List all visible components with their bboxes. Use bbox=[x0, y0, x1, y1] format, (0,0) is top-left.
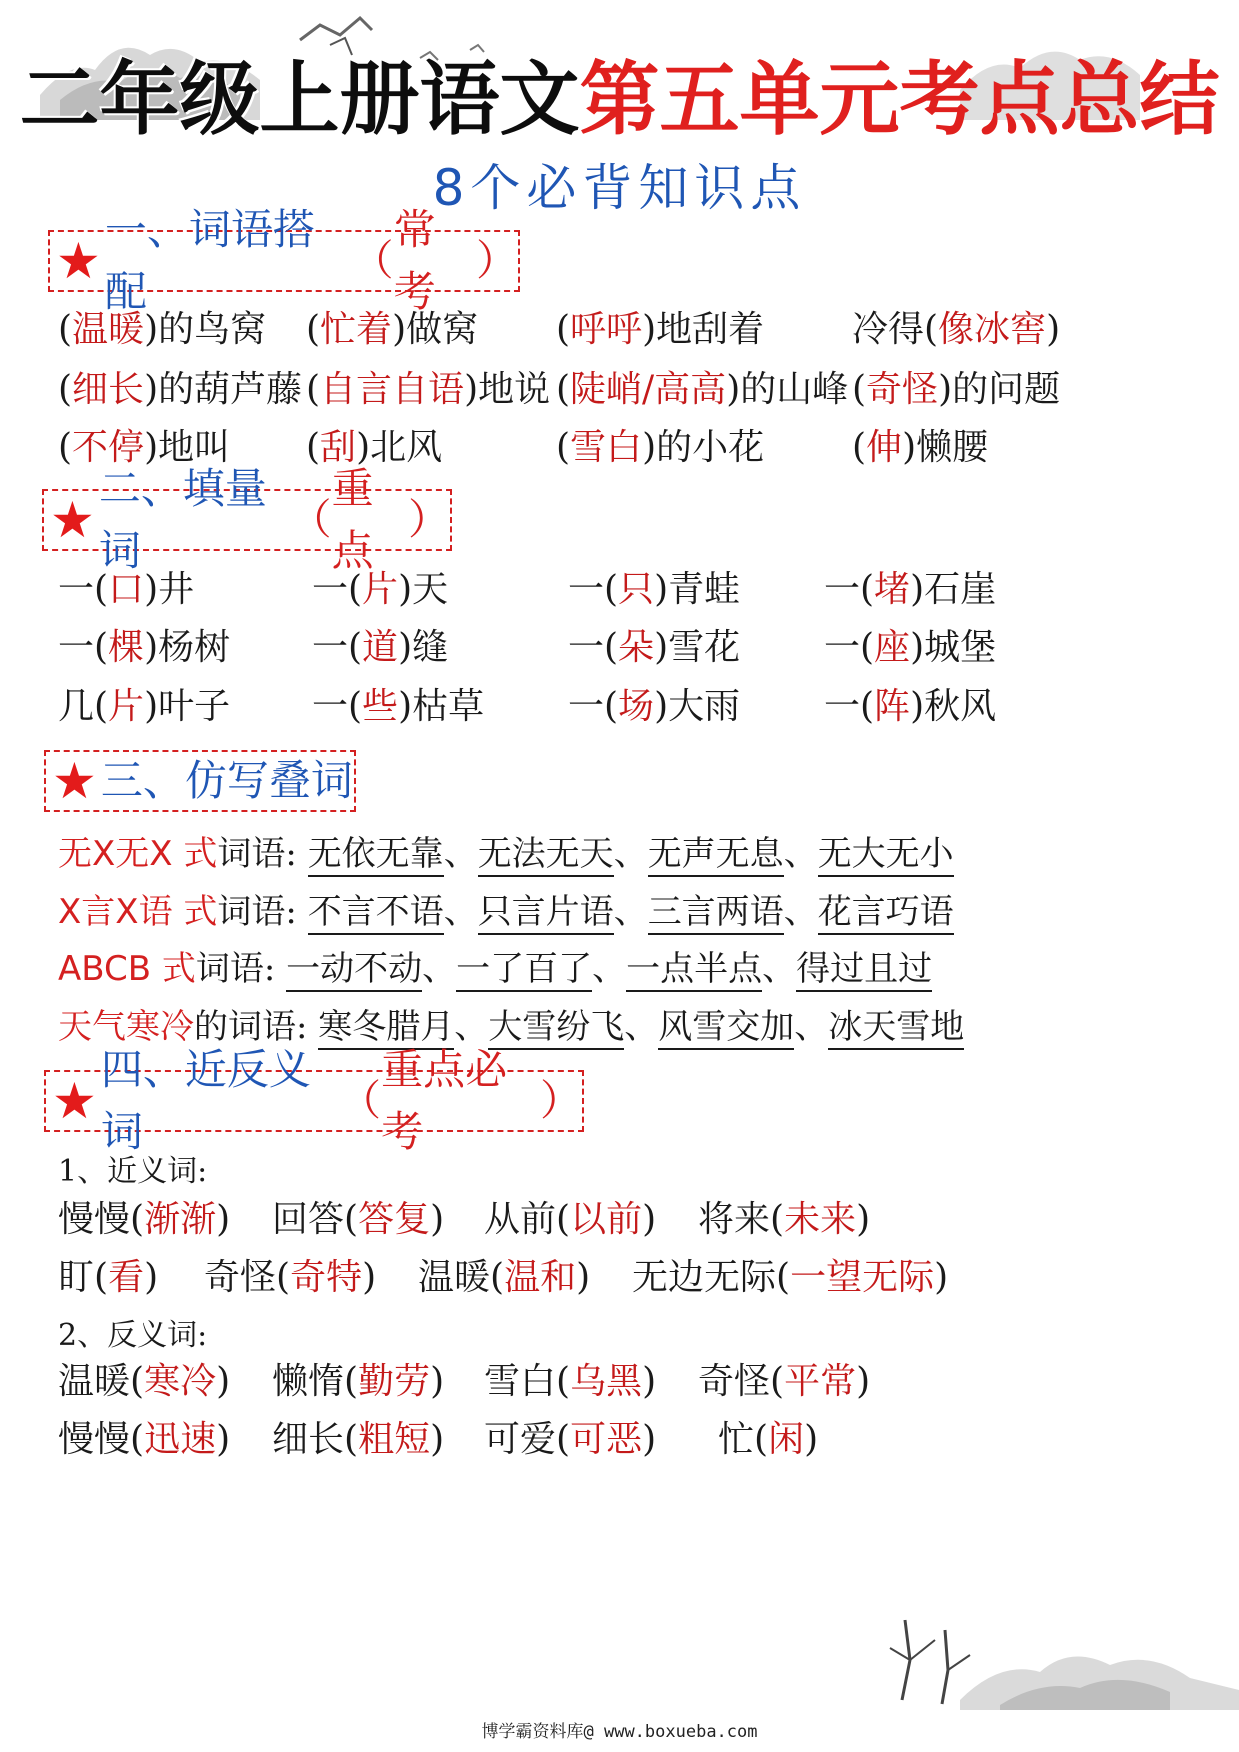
measure-word-item: 一(棵)杨树 bbox=[58, 627, 231, 668]
pattern-word: 大雪纷飞 bbox=[488, 1007, 624, 1050]
antonyms-title: 2、反义词: bbox=[58, 1318, 208, 1353]
antonym-item: 奇怪(平常) bbox=[698, 1361, 871, 1402]
pattern-word: 花言巧语 bbox=[818, 892, 954, 935]
synonym-item: 盯(看) bbox=[58, 1257, 159, 1298]
pattern-label: ABCB 式 bbox=[58, 949, 196, 989]
pattern-word: 一了百了 bbox=[456, 949, 592, 992]
pattern-label: 无X无X 式 bbox=[58, 834, 218, 874]
collocation-item: (呼呼)地刮着 bbox=[556, 309, 765, 350]
pattern-suffix: 词语: bbox=[195, 949, 276, 989]
synonym-item: 从前(以前) bbox=[484, 1199, 657, 1240]
ink-mountain-bottom-decoration bbox=[850, 1600, 1239, 1710]
section-header-reduplication bbox=[44, 750, 356, 812]
collocation-item: (细长)的葫芦藤 bbox=[58, 369, 303, 410]
synonym-item: 无边无际(一望无际) bbox=[632, 1257, 949, 1298]
synonym-item: 温暖(温和) bbox=[418, 1257, 591, 1298]
pattern-suffix: 的词语: bbox=[194, 1007, 308, 1047]
synonym-item: 奇怪(奇特) bbox=[204, 1257, 377, 1298]
section-paren-open: （ bbox=[351, 236, 394, 285]
footer-watermark: 博学霸资料库@ www.boxueba.com bbox=[481, 1722, 758, 1742]
pattern-word: 不言不语 bbox=[308, 892, 444, 935]
synonym-item: 将来(未来) bbox=[698, 1199, 871, 1240]
section-header-measure-words bbox=[42, 464, 452, 575]
collocation-item: (温暖)的鸟窝 bbox=[58, 309, 267, 350]
synonym-item: 回答(答复) bbox=[272, 1199, 445, 1240]
collocation-item: (奇怪)的问题 bbox=[852, 369, 1061, 410]
antonym-item: 可爱(可恶) bbox=[484, 1419, 657, 1460]
collocation-item: 冷得(像冰窖) bbox=[852, 309, 1061, 350]
collocation-item: (雪白)的小花 bbox=[556, 427, 765, 468]
section-paren-open: （ bbox=[339, 1076, 382, 1125]
section-paren-close: ） bbox=[539, 1076, 582, 1125]
synonyms-title: 1、近义词: bbox=[58, 1154, 208, 1189]
measure-word-item: 一(堵)石崖 bbox=[824, 569, 997, 610]
section-note: 常考 bbox=[393, 205, 436, 316]
pattern-word: 无声无息 bbox=[648, 834, 784, 877]
section-paren-open: （ bbox=[289, 495, 332, 544]
measure-word-item: 一(阵)秋风 bbox=[824, 686, 997, 727]
measure-word-item: 一(座)城堡 bbox=[824, 627, 997, 668]
pattern-word: 无依无靠 bbox=[308, 834, 444, 877]
section-title: 三、仿写叠词 bbox=[100, 756, 353, 805]
pattern-row: X言X语 式词语: 不言不语、只言片语、三言两语、花言巧语 bbox=[58, 888, 954, 936]
pattern-label: 天气寒冷 bbox=[58, 1007, 194, 1047]
antonym-item: 雪白(乌黑) bbox=[484, 1361, 657, 1402]
pattern-label: X言X语 式 bbox=[58, 892, 218, 932]
title-black-part: 二年级上册语文 bbox=[19, 53, 580, 146]
title-red-part: 第五单元考点总结 bbox=[579, 53, 1220, 146]
section-note: 重点 bbox=[331, 464, 374, 575]
antonym-item: 忙(闲) bbox=[718, 1419, 819, 1460]
pattern-word: 三言两语 bbox=[648, 892, 784, 935]
collocation-item: (陡峭/高高)的山峰 bbox=[556, 369, 849, 410]
measure-word-item: 一(朵)雪花 bbox=[568, 627, 741, 668]
collocation-item: (刮)北风 bbox=[306, 427, 443, 468]
collocation-item: (自言自语)地说 bbox=[306, 369, 551, 410]
page-title bbox=[0, 52, 1239, 148]
pattern-word: 一点半点 bbox=[626, 949, 762, 992]
collocation-item: (忙着)做窝 bbox=[306, 309, 479, 350]
section-title: 二、填量词 bbox=[98, 464, 267, 575]
collocation-item: (不停)地叫 bbox=[58, 427, 231, 468]
pattern-word: 冰天雪地 bbox=[828, 1007, 964, 1050]
section-header-collocation bbox=[48, 205, 520, 316]
star-icon: ★ bbox=[52, 1072, 97, 1130]
pattern-row: 天气寒冷的词语: 寒冬腊月、大雪纷飞、风雪交加、冰天雪地 bbox=[58, 1003, 964, 1051]
measure-word-item: 一(道)缝 bbox=[312, 627, 449, 668]
synonym-item: 慢慢(渐渐) bbox=[58, 1199, 231, 1240]
measure-word-item: 一(只)青蛙 bbox=[568, 569, 741, 610]
measure-word-item: 一(些)枯草 bbox=[312, 686, 485, 727]
pattern-word: 寒冬腊月 bbox=[318, 1007, 454, 1050]
star-icon: ★ bbox=[56, 232, 101, 290]
collocation-item: (伸)懒腰 bbox=[852, 427, 989, 468]
pattern-row: 无X无X 式词语: 无依无靠、无法无天、无声无息、无大无小 bbox=[58, 830, 954, 878]
measure-word-item: 一(口)井 bbox=[58, 569, 195, 610]
section-paren-close: ） bbox=[407, 495, 450, 544]
antonym-item: 慢慢(迅速) bbox=[58, 1419, 231, 1460]
pattern-word: 风雪交加 bbox=[658, 1007, 794, 1050]
pattern-word: 无法无天 bbox=[478, 834, 614, 877]
section-header-synonyms-antonyms bbox=[44, 1045, 584, 1156]
antonym-item: 懒惰(勤劳) bbox=[272, 1361, 445, 1402]
pattern-word: 得过且过 bbox=[796, 949, 932, 992]
pattern-suffix: 词语: bbox=[217, 834, 297, 874]
measure-word-item: 一(场)大雨 bbox=[568, 686, 741, 727]
pattern-word: 只言片语 bbox=[478, 892, 614, 935]
star-icon: ★ bbox=[52, 752, 97, 810]
measure-word-item: 几(片)叶子 bbox=[58, 686, 231, 727]
star-icon: ★ bbox=[50, 491, 95, 549]
section-note: 重点必考 bbox=[381, 1045, 508, 1156]
pattern-word: 一动不动 bbox=[286, 949, 422, 992]
pattern-row: ABCB 式词语: 一动不动、一了百了、一点半点、得过且过 bbox=[58, 945, 932, 993]
antonym-item: 细长(粗短) bbox=[272, 1419, 445, 1460]
measure-word-item: 一(片)天 bbox=[312, 569, 449, 610]
page-subtitle: 8个必背知识点 bbox=[432, 159, 807, 217]
section-paren-close: ） bbox=[475, 236, 518, 285]
section-title: 一、词语搭配 bbox=[104, 205, 315, 316]
antonym-item: 温暖(寒冷) bbox=[58, 1361, 231, 1402]
section-title: 四、近反义词 bbox=[100, 1045, 311, 1156]
pattern-word: 无大无小 bbox=[818, 834, 954, 877]
pattern-suffix: 词语: bbox=[217, 892, 297, 932]
